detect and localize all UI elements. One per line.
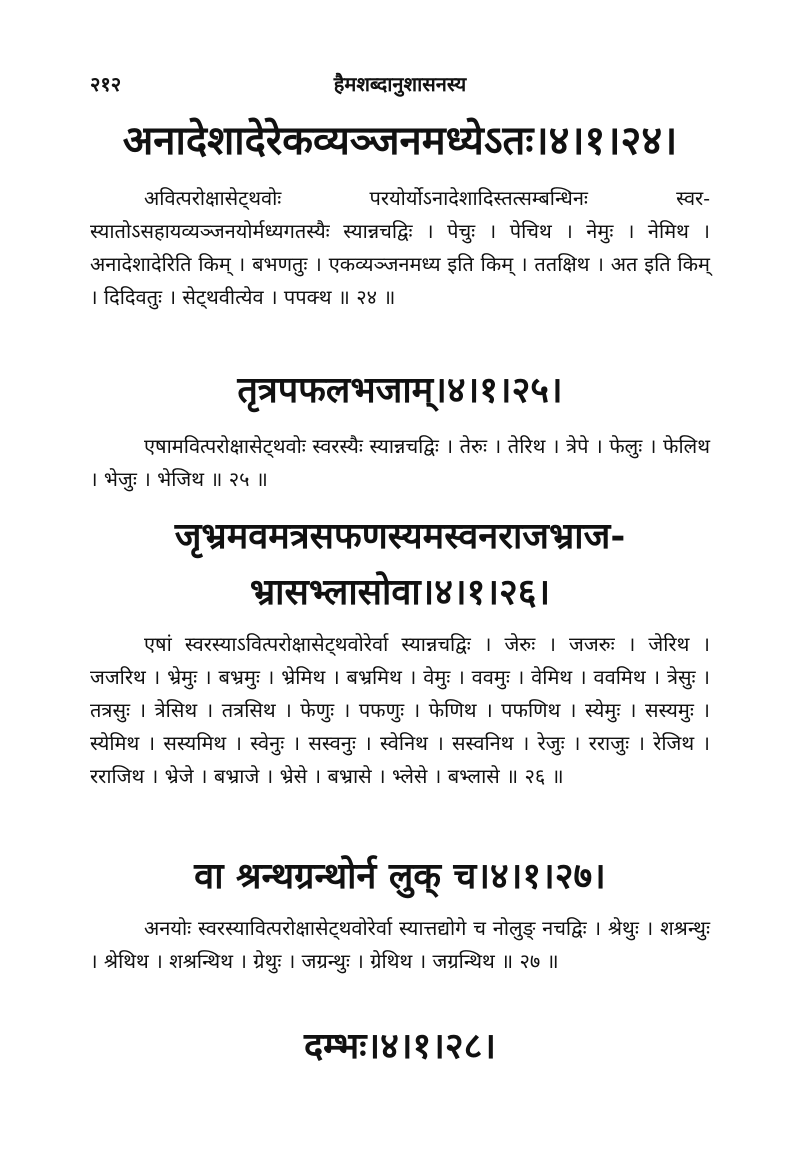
sutra-heading: वा श्रन्थग्रन्थोर्न लुक् च।४।१।२७। (194, 855, 606, 897)
sutra-commentary: अनयोः स्वरस्यावित्परोक्षासेट्थवोरेर्वा स्यात्तद्योगे च नोलुङ् नचद्विः । श्रेथुः । शश्रन्थुः । श्रेथिथ । शश्रन्थिथ । ग्रेथुः । जग्रन्थुः । ग्रेथिथ । जग्रन्थिथ ॥ २७ ॥ (90, 916, 710, 973)
sutra-heading-continuation: भ्रासभ्लासोवा।४।१।२६। (249, 571, 551, 613)
sutra-commentary: एषां स्वरस्याऽवित्परोक्षासेट्थवोरेर्वा स्यान्नचद्विः । जेरुः । जजरुः । जेरिथ । जजरिथ । भ्रेमुः । बभ्रमुः । भ्रेमिथ । बभ्रमिथ । वेमुः । ववमुः । वेमिथ । ववमिथ । त्रेसुः । तत्रसुः । त्रेसिथ । तत्रसिथ । फेणुः । पफणुः । फेणिथ । पफणिथ । स्येमुः । सस्यमुः । स्येमिथ । सस्यमिथ । स्वेनुः । सस्वनुः । स्वेनिथ । सस्वनिथ । रेजुः । रराजुः । रेजिथ । रराजिथ । भ्रेजे । बभ्राजे । भ्रेसे । बभ्रासे । भ्लेसे । बभ्लासे ॥ २६ ॥ (90, 632, 710, 788)
sutra-heading: तृत्रपफलभजाम्।४।१।२५। (237, 369, 563, 411)
sutra-commentary: अवित्परोक्षासेट्थवोः परयोर्योऽनादेशादिस्तत्सम्बन्धिनः स्वर-स्यातोऽसहायव्यञ्जनयोर्मध्यगतस्यैः स्यान्नचद्विः । पेचुः । पेचिथ । नेमुः । नेमिथ । अनादेशादेरिति किम् । बभणतुः । एकव्यञ्जनमध्य इति किम् । ततक्षिथ । अत इति किम् । दिदिवतुः । सेट्थवीत्येव । पपक्थ ॥ २४ ॥ (90, 186, 710, 309)
sutra-heading: अनादेशादेरेकव्यञ्जनमध्येऽतः।४।१।२४। (122, 117, 678, 164)
sutra-heading: जृभ्रमवमत्रसफणस्यमस्वनराजभ्राज- (174, 515, 626, 557)
sutra-heading: दम्भः।४।१।२८। (304, 1025, 496, 1067)
page-header (90, 70, 710, 100)
running-title: हैमशब्दानुशासनस्य (333, 72, 467, 96)
page-number: २१२ (90, 72, 122, 96)
sutra-commentary: एषामवित्परोक्षासेट्थवोः स्वरस्यैः स्यान्नचद्विः । तेरुः । तेरिथ । त्रेपे । फेलुः । फेलिथ । भेजुः । भेजिथ ॥ २५ ॥ (90, 434, 710, 491)
